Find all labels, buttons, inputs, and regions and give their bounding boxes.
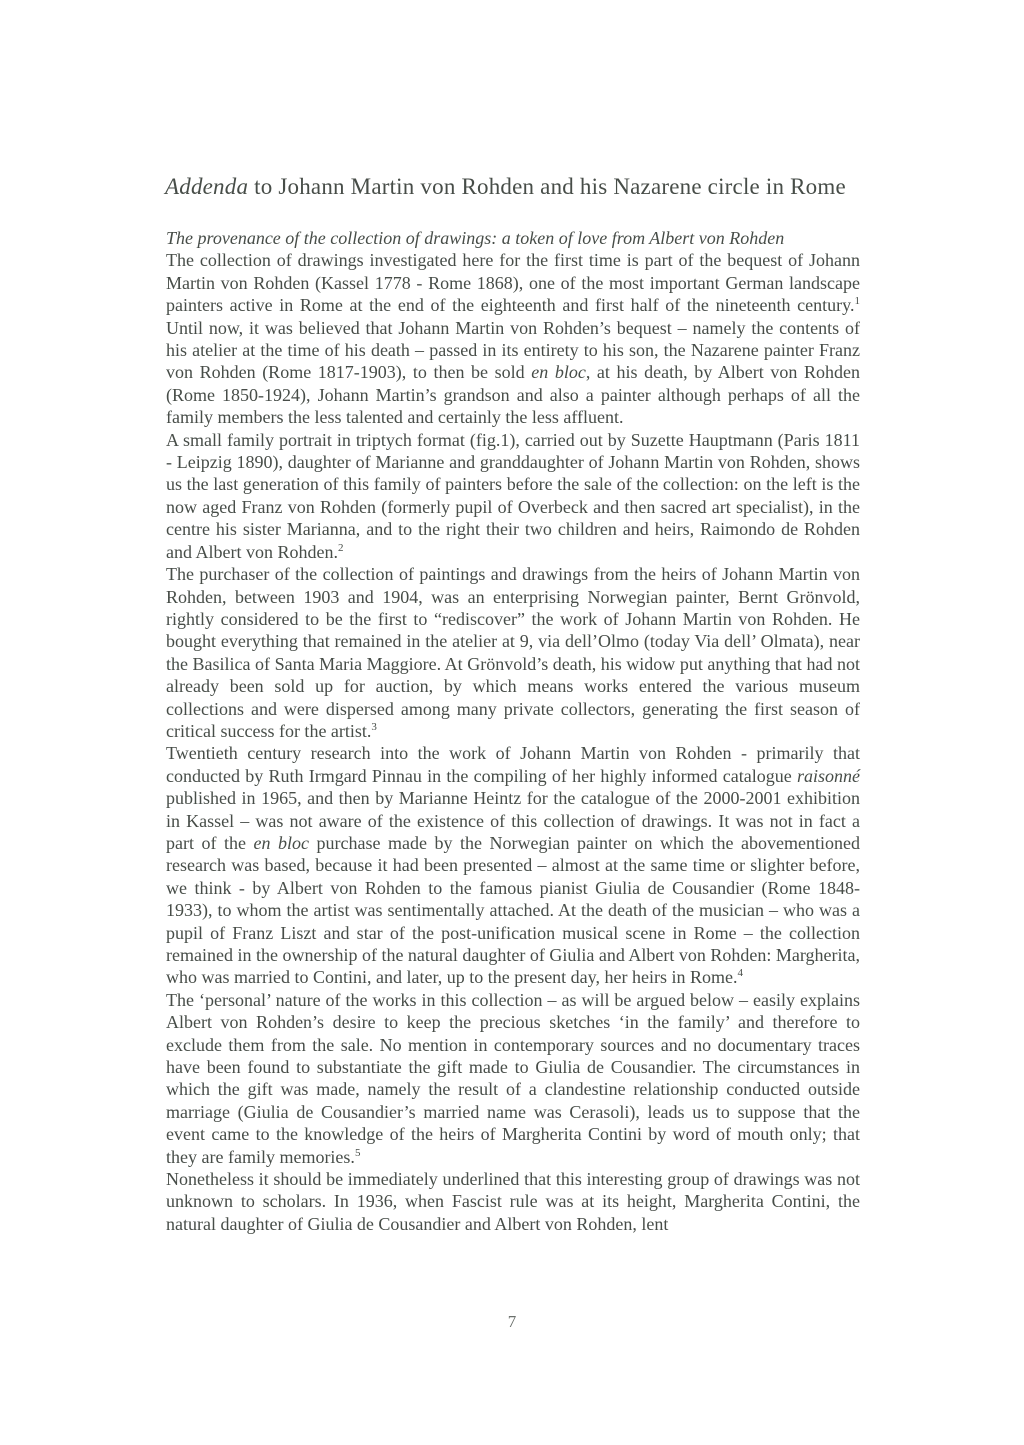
text-run: Twentieth century research into the work of Johann Martin von Rohden - primarily that conducted by Ruth Irmgard Pinnau in the compiling of her highly informed catalogue [166,743,860,786]
text-run: , at his death, by Albert von Rohden (Rome 1850-1924), Johann Martin’s grandson and also a painter although perhaps of all the family members the less talented and certainly the less affluent. [166,362,860,428]
paragraph [166,563,860,742]
text-run: The ‘personal’ nature of the works in this collection – as will be argued below – easily explains Albert von Rohden’s desire to keep the precious sketches ‘in the family’ and therefore to exclude them from the sale. No mention in contemporary sources and no documentary traces have been found to substantiate the gift made to Giulia de Cousandier. The circumstances in which the gift was made, namely the result of a clandestine relationship conducted outside marriage (Giulia de Cousandier’s married name was Cerasoli), leads us to suppose that the event came to the knowledge of the heirs of Margherita Contini by word of mouth only; that they are family memories. [166,989,860,1167]
text-run: The collection of drawings investigated here for the first time is part of the bequest of Johann Martin von Rohden (Kassel 1778 - Rome 1868), one of the most important German landscape painters active in Rome at the end of the eighteenth and first half of the nineteenth century. [166,250,860,316]
footnote-marker: 3 [371,720,377,733]
paragraph [166,989,860,1168]
italic-run: en bloc [531,362,586,383]
footnote-marker: 4 [737,967,743,980]
text-run: Nonetheless it should be immediately underlined that this interesting group of drawings was not unknown to scholars. In 1936, when Fascist rule was at its height, Margherita Contini, the natural daughter of Giulia de Cousandier and Albert von Rohden, lent [166,1169,860,1234]
paragraph [166,249,860,428]
text-run: A small family portrait in triptych format (fig.1), carried out by Suzette Hauptmann (Paris 1811 - Leipzig 1890), daughter of Marianne and granddaughter of Johann Martin von Rohden, shows us the last generation of this family of painters before the sale of the collection: on the left is the now aged Franz von Rohden (formerly pupil of Overbeck and then sacred art specialist), in the centre his sister Marianna, and to the right their two children and heirs, Raimondo de Rohden and Albert von Rohden. [166,429,860,562]
text-run: Until now, it was believed that Johann Martin von Rohden’s bequest – namely the contents of his atelier at the time of his death – passed in its entirety to his son, the Nazarene painter Franz von Rohden (Rome 1817-1903), to then be sold [166,317,860,383]
page-title [165,174,846,200]
page-number: 7 [507,1312,517,1331]
footnote-marker: 1 [854,295,860,308]
paragraph [166,742,860,988]
italic-run: raisonné [797,765,860,786]
footnote-marker: 2 [337,541,344,554]
footnote-marker: 5 [354,1146,361,1159]
italic-run: en bloc [253,832,310,853]
text-run: to Johann Martin von Rohden and his Nazarene circle in Rome [248,174,846,199]
article-subtitle: The provenance of the collection of drawings: a token of love from Albert von Rohden [166,228,785,248]
article-body [166,227,860,1235]
italic-run: Addenda [165,174,249,199]
paragraph [166,429,860,563]
text-run: published in 1965, and then by Marianne Heintz for the catalogue of the 2000-2001 exhibition in Kassel – was not aware of the existence of this collection of drawings. It was not in fact a part of the [166,788,860,853]
paragraphs-container [166,249,860,1235]
paragraph [166,1168,860,1235]
text-run: purchase made by the Norwegian painter on which the abovementioned research was based, because it had been presented – almost at the same time or slighter before, we think - by Albert von Rohden to the famous pianist Giulia de Cousandier (Rome 1848-1933), to whom the artist was sentimentally attached. At the death of the musician – who was a pupil of Franz Liszt and star of the post-unification musical scene in Rome – the collection remained in the ownership of the natural daughter of Giulia and Albert von Rohden: Margherita, who was married to Contini, and later, up to the present day, her heirs in Rome. [166,832,860,988]
text-run: The purchaser of the collection of paintings and drawings from the heirs of Johann Martin von Rohden, between 1903 and 1904, was an enterprising Norwegian painter, Bernt Grönvold, rightly considered to be the first to “rediscover” the work of Johann Martin von Rohden. He bought everything that remained in the atelier at 9, via dell’Olmo (today Via dell’ Olmata), near the Basilica of Santa Maria Maggiore. At Grönvold’s death, his widow put anything that had not already been sold up for auction, by which means works entered the various museum collections and were dispersed among many private collectors, generating the first season of critical success for the artist. [166,564,860,741]
